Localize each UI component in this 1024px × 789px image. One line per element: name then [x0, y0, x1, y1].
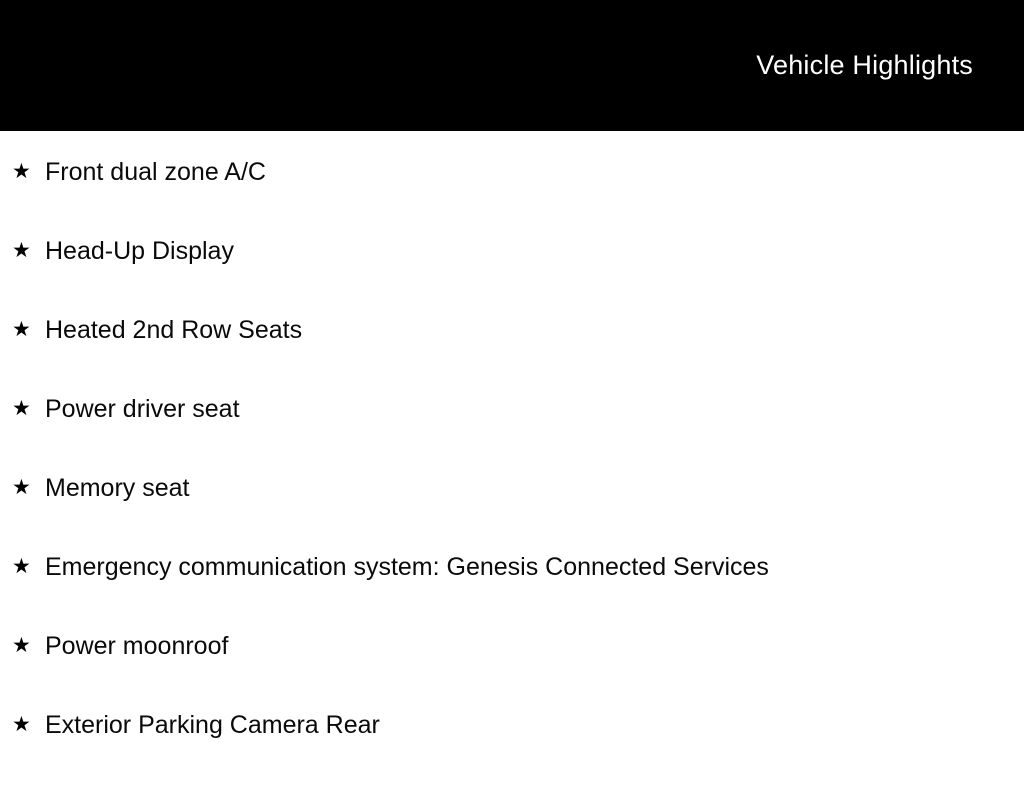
list-item: [0, 473, 1024, 552]
star-icon: ★: [12, 239, 31, 262]
list-item-label: Emergency communication system: Genesis Connected Services: [45, 553, 769, 581]
list-item: [0, 710, 1024, 789]
star-icon: ★: [12, 634, 31, 657]
list-item: [0, 236, 1024, 315]
list-item-label: Heated 2nd Row Seats: [45, 316, 303, 344]
list-item-label: Power moonroof: [45, 632, 229, 660]
star-icon: ★: [12, 160, 31, 183]
list-item: [0, 631, 1024, 710]
list-item-label: Front dual zone A/C: [45, 158, 266, 186]
vehicle-highlights-list: [0, 131, 1024, 789]
star-icon: ★: [12, 713, 31, 736]
page-title: Vehicle Highlights: [756, 50, 973, 80]
list-item-label: Power driver seat: [45, 395, 240, 423]
star-icon: ★: [12, 397, 31, 420]
list-item-label: Head-Up Display: [45, 237, 234, 265]
star-icon: ★: [12, 555, 31, 578]
list-item: [0, 394, 1024, 473]
list-item-label: Memory seat: [45, 474, 190, 502]
list-item: [0, 552, 1024, 631]
star-icon: ★: [12, 318, 31, 341]
star-icon: ★: [12, 476, 31, 499]
list-item-label: Exterior Parking Camera Rear: [45, 711, 380, 739]
list-item: [0, 157, 1024, 236]
list-item: [0, 315, 1024, 394]
header-bar: [0, 0, 1024, 131]
